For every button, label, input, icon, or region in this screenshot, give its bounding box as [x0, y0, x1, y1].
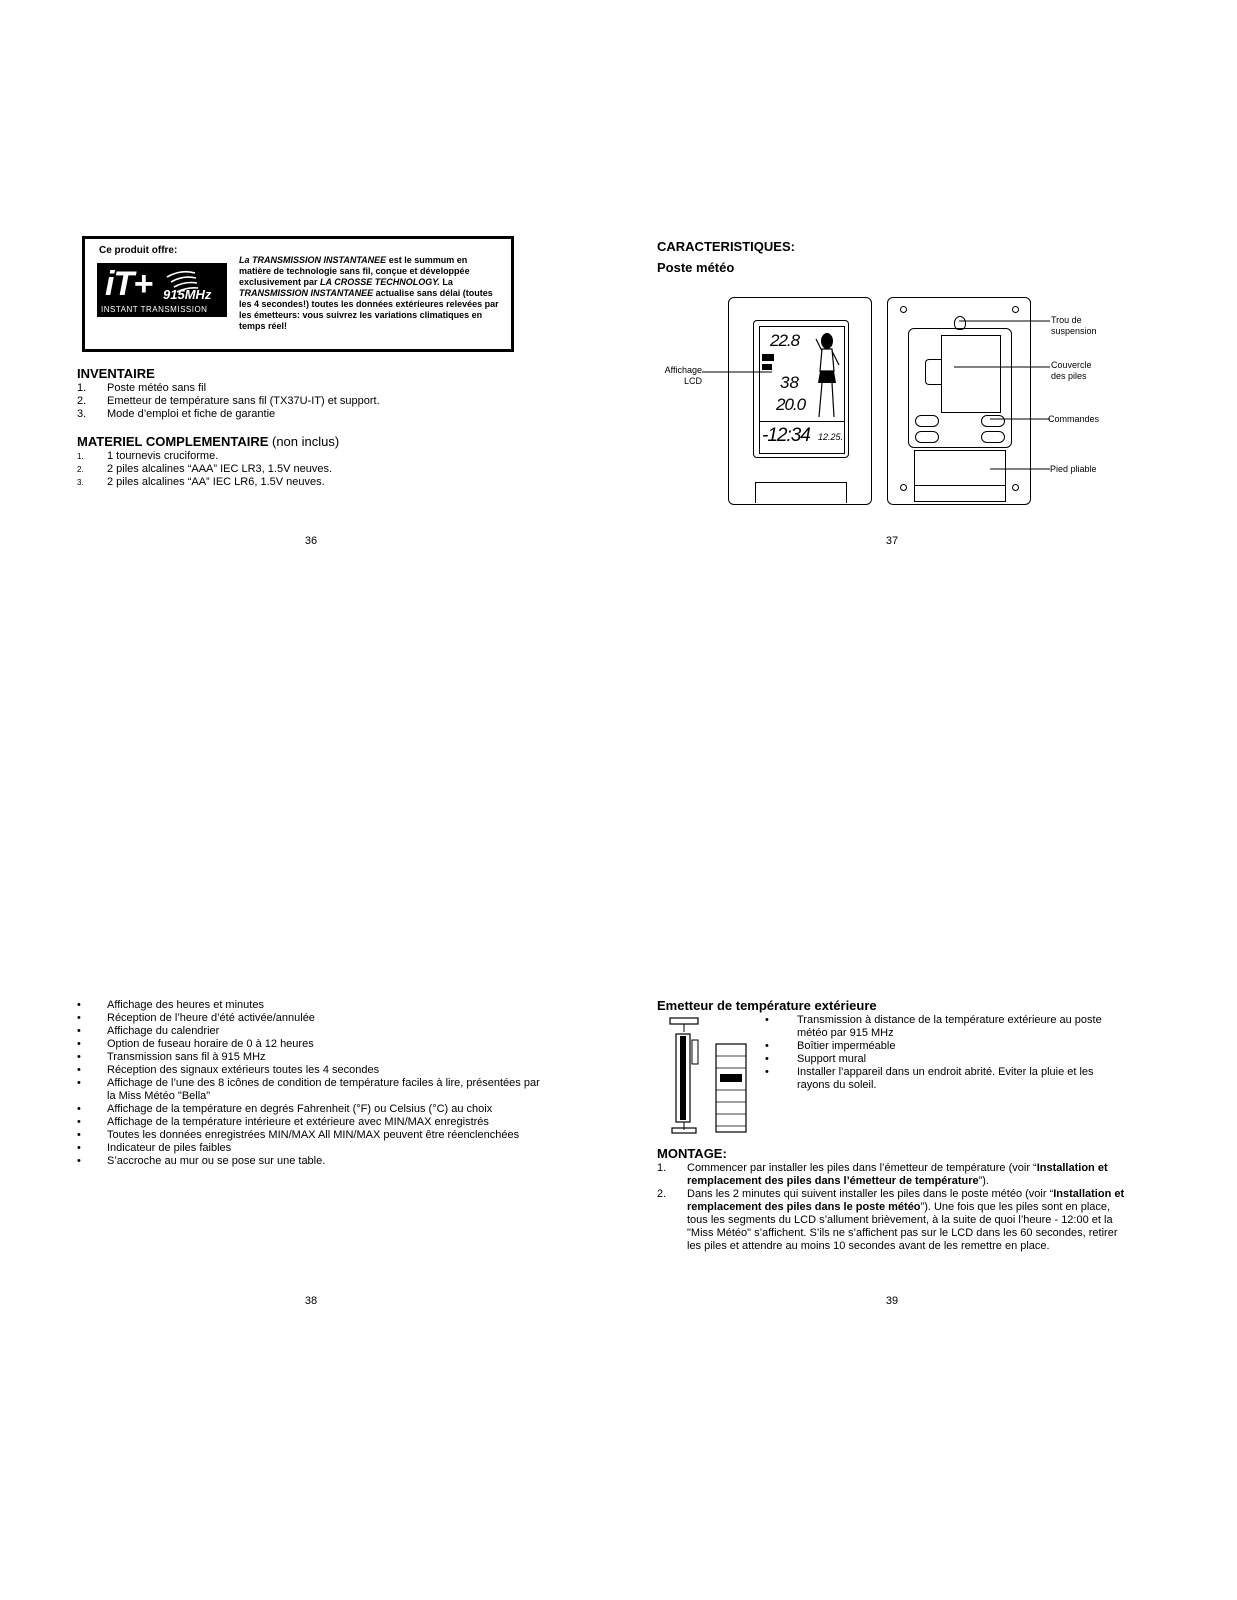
stand-base-front [755, 482, 847, 503]
list-item: • Affichage de la température en degrés Fahrenheit (°F) ou Celsius (°C) au choix [77, 1103, 493, 1115]
offer-text-em-3: TRANSMISSION INSTANTANEE [239, 288, 374, 298]
emetteur-title: Emetteur de température extérieure [657, 998, 877, 1013]
offer-text-3: actualise sans délai (toutes les 4 secondes!) toutes les données extérieures relevées par les émetteurs: vous suivrez les variations climatiques en temps réel! [239, 288, 499, 331]
list-item: • Support mural [765, 1053, 867, 1065]
offer-heading: Ce produit offre: [99, 245, 178, 256]
list-item: • Affichage des heures et minutes [77, 999, 264, 1011]
list-item: • Option de fuseau horaire de 0 à 12 heures [77, 1038, 314, 1050]
page-number: 36 [304, 535, 318, 547]
emetteur-list [765, 1014, 1125, 1092]
stand-crease [915, 485, 1005, 486]
battery-cover-tab [925, 359, 942, 385]
screw-icon [1012, 484, 1019, 491]
callout-commandes: Commandes [1048, 414, 1100, 424]
offer-paragraph [239, 255, 501, 332]
logo-main: iT+ [105, 265, 153, 303]
list-item: • S’accroche au mur ou se pose sur une table. [77, 1155, 326, 1167]
lcd-screen [759, 326, 845, 454]
button[interactable] [981, 415, 1005, 427]
list-item: • Affichage de l’une des 8 icônes de condition de température faciles à lire, présentées par la Miss Météo "Bella" [77, 1077, 540, 1102]
screw-icon [900, 306, 907, 313]
list-item: • Installer l’appareil dans un endroit abrité. Eviter la pluie et les rayons du soleil. [765, 1066, 1094, 1091]
folding-stand [914, 450, 1006, 502]
lcd-date: 12.25. [818, 432, 844, 442]
list-item: • Affichage de la température intérieure et extérieure avec MIN/MAX enregistrés [77, 1116, 489, 1128]
lcd-label-in [762, 364, 772, 370]
station-front-illustration [728, 297, 872, 505]
list-item: 2. 2 piles alcalines “AAA” IEC LR3, 1.5V neuves. [77, 463, 333, 475]
list-item: 1. Poste météo sans fil [77, 382, 207, 394]
poste-meteo-subtitle: Poste météo [657, 260, 735, 275]
lcd-time: -12:34 [762, 425, 810, 446]
miss-meteo-figure-icon [812, 331, 842, 421]
screw-icon [1012, 306, 1019, 313]
lcd-humidity: 38 [780, 373, 799, 392]
battery-cover [941, 335, 1001, 413]
page-number: 39 [885, 1295, 899, 1307]
caracteristiques-title: CARACTERISTIQUES: [657, 239, 795, 254]
list-item: 1. Commencer par installer les piles dans l’émetteur de température (voir “Installation et remplacement des piles dans l’émetteur de température”). [657, 1162, 1108, 1187]
list-item: • Réception des signaux extérieurs toutes les 4 secondes [77, 1064, 380, 1076]
materiel-title: MATERIEL COMPLEMENTAIRE (non inclus) [77, 434, 340, 449]
list-item: • Transmission à distance de la température extérieure au poste météo par 915 MHz [765, 1014, 1102, 1039]
back-inner-panel [908, 328, 1012, 448]
features-list [77, 999, 547, 1168]
transmitter-drawing [660, 1016, 770, 1136]
materiel-list [77, 450, 517, 489]
inventaire-title: INVENTAIRE [77, 366, 155, 381]
callout-couvercle-piles: Couvercle des piles [1051, 360, 1092, 381]
lcd-outdoor-temp: 20.0 [776, 395, 806, 414]
logo-tagline: INSTANT TRANSMISSION [101, 305, 208, 314]
lcd-bezel [753, 320, 849, 458]
list-item: • Réception de l’heure d’été activée/annulée [77, 1012, 315, 1024]
list-item: • Transmission sans fil à 915 MHz [77, 1051, 266, 1063]
list-item: • Indicateur de piles faibles [77, 1142, 232, 1154]
list-item: • Boîtier imperméable [765, 1040, 896, 1052]
callout-pied-pliable: Pied pliable [1050, 464, 1097, 474]
offer-text-2: La [439, 277, 453, 287]
montage-title: MONTAGE: [657, 1146, 727, 1161]
station-back-illustration [887, 297, 1031, 505]
page-number: 38 [304, 1295, 318, 1307]
montage-list [657, 1162, 1127, 1253]
callout-trou-suspension: Trou de suspension [1051, 315, 1097, 336]
lcd-divider [760, 421, 844, 422]
list-item: 3. 2 piles alcalines “AA” IEC LR6, 1.5V neuves. [77, 476, 325, 488]
transmitter-illustration [660, 1016, 770, 1136]
button[interactable] [981, 431, 1005, 443]
list-item: 2. Dans les 2 minutes qui suivent installer les piles dans le poste météo (voir “Installation et remplacement des piles dans le poste météo”). Une fois que les piles sont en place, tous les segments du LCD s’allument brièvement, à la suite de quoi l’heure - 12:00 et la "Miss Météo" s’affichent. S’ils ne s’affichent pas sur le LCD dans les 60 secondes, retirer les piles et attendre au moins 10 secondes avant de les remettre en place. [657, 1188, 1125, 1252]
offer-text-1: est le summum en matière de technologie sans fil, conçue et développée exclusivement par [239, 255, 470, 287]
screw-icon [900, 484, 907, 491]
button[interactable] [915, 431, 939, 443]
logo-frequency: 915MHz [163, 287, 212, 302]
offer-text-em-2: LA CROSSE TECHNOLOGY. [320, 277, 440, 287]
list-item: • Affichage du calendrier [77, 1025, 220, 1037]
it-plus-logo [97, 263, 227, 317]
button[interactable] [915, 415, 939, 427]
callout-affichage-lcd: Affichage LCD [664, 365, 702, 386]
lcd-indoor-temp: 22.8 [770, 331, 800, 350]
list-item: 2. Emetteur de température sans fil (TX37U-IT) et support. [77, 395, 380, 407]
list-item: 3. Mode d’emploi et fiche de garantie [77, 408, 276, 420]
lcd-label-out [762, 354, 774, 361]
list-item: • Toutes les données enregistrées MIN/MAX All MIN/MAX peuvent être réenclenchées [77, 1129, 520, 1141]
offer-text-em-1: La TRANSMISSION INSTANTANEE [239, 255, 387, 265]
offer-box [82, 236, 514, 352]
list-item: 1. 1 tournevis cruciforme. [77, 450, 219, 462]
inventaire-list [77, 382, 517, 421]
page-number: 37 [885, 535, 899, 547]
